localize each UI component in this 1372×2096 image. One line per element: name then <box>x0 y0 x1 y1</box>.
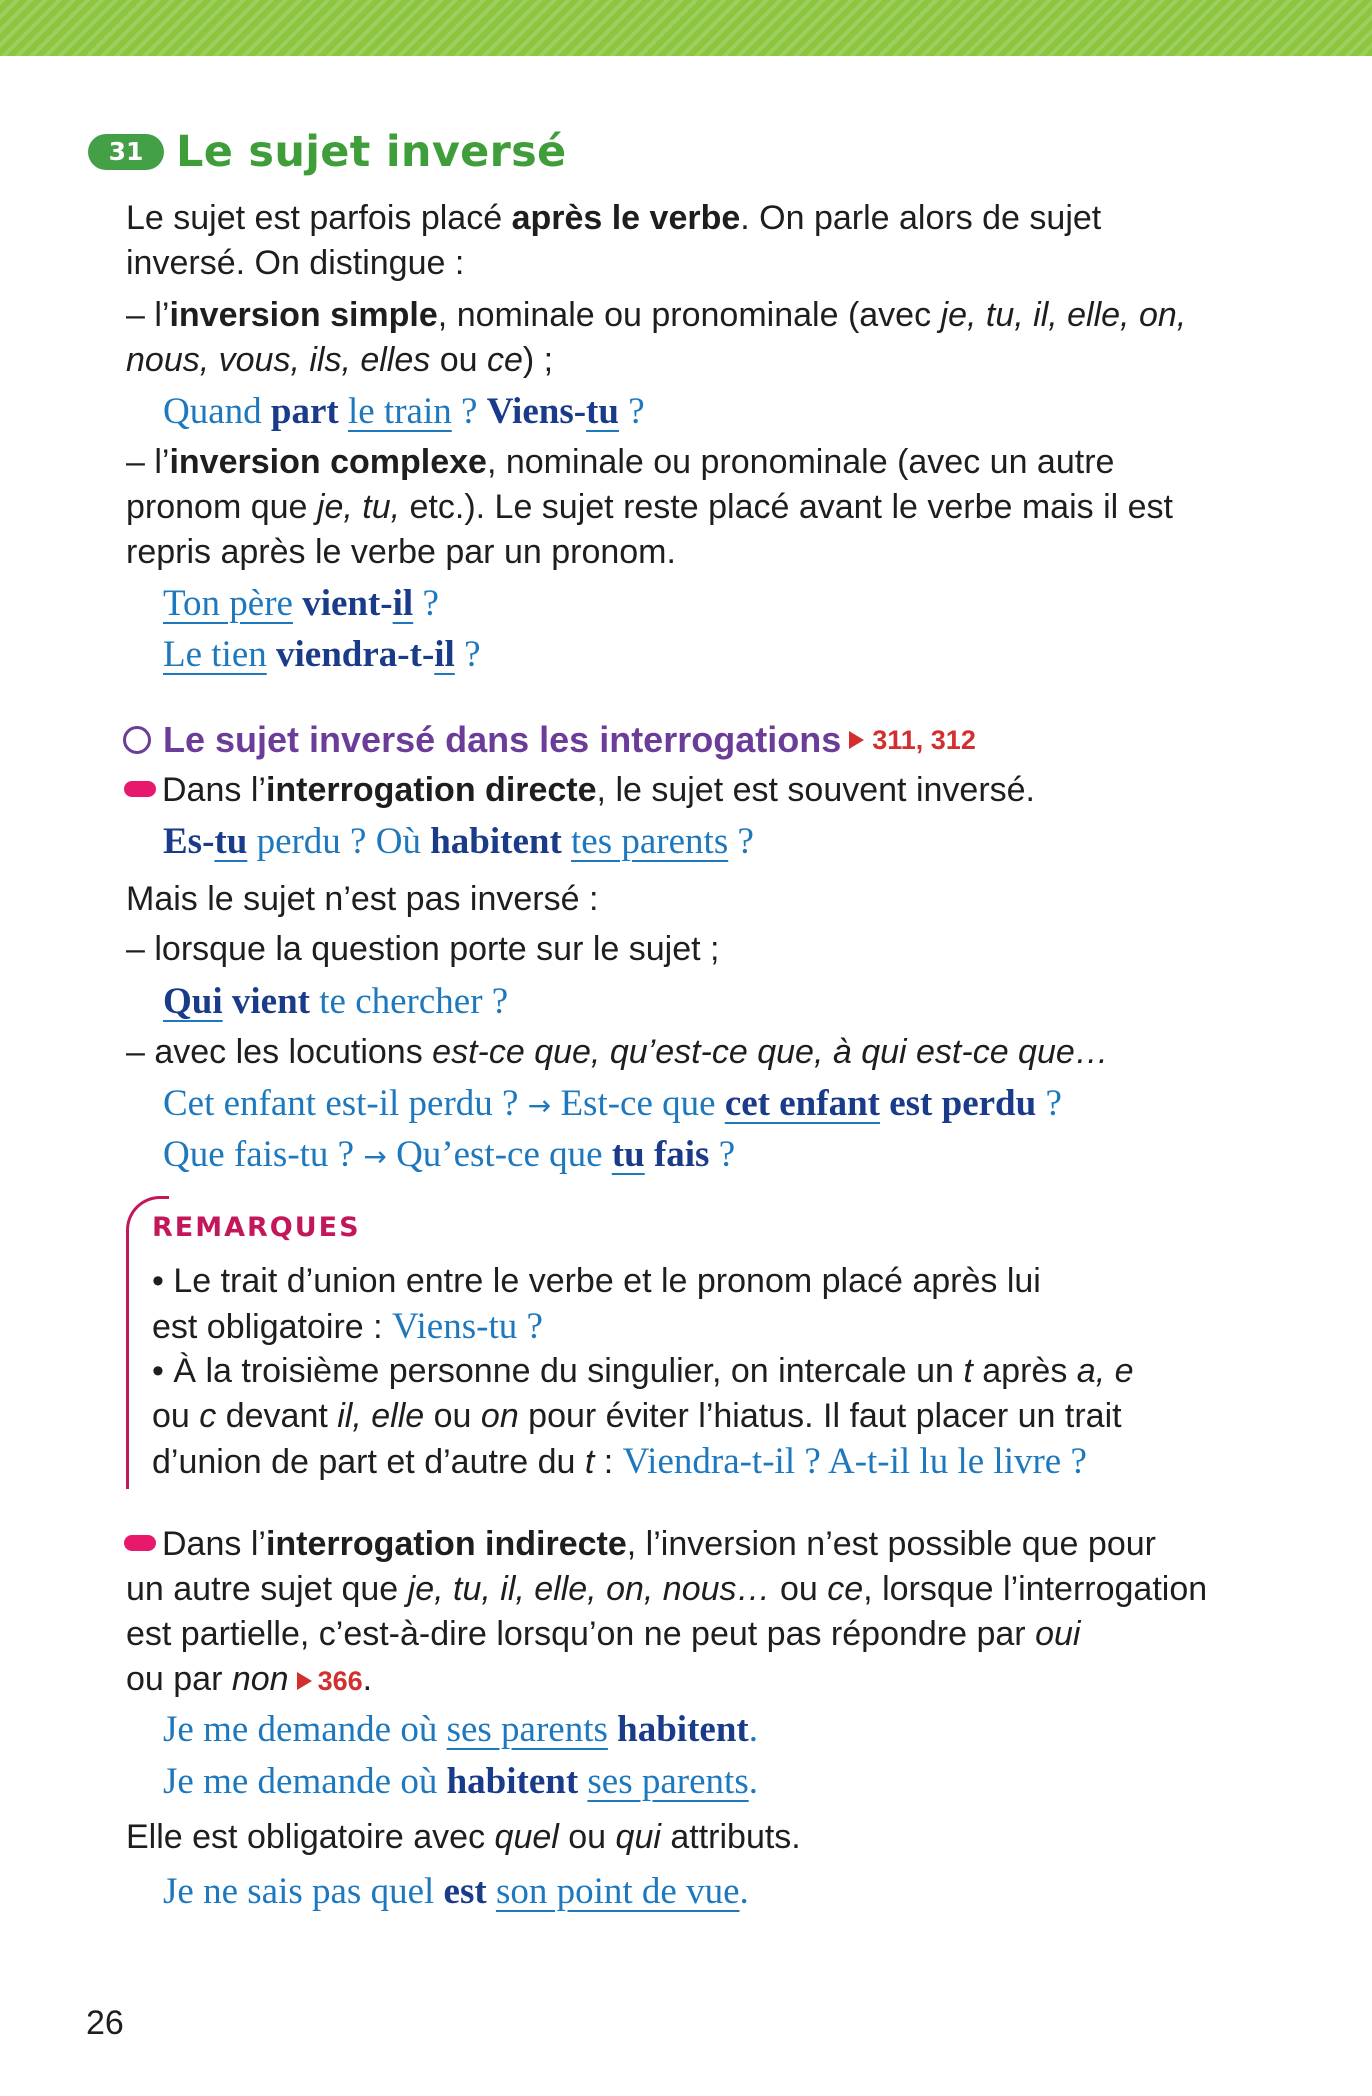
example-indirect-1: Je me demande où ses parents habitent. <box>163 1709 758 1750</box>
section-number-badge: 31 <box>88 134 164 170</box>
page-reference: 366 <box>317 1666 363 1696</box>
subsection-reference: 311, 312 <box>872 724 976 755</box>
remark-1-line-1: • Le trait d’union entre le verbe et le pronom placé après lui <box>152 1262 1041 1300</box>
example-quel: Je ne sais pas quel est son point de vue. <box>163 1871 749 1912</box>
not-inverted-case-2: – avec les locutions est-ce que, qu’est-ce que, à qui est-ce que… <box>126 1033 1109 1071</box>
not-inverted-intro: Mais le sujet n’est pas inversé : <box>126 880 599 918</box>
remark-2-line-2: ou c devant il, elle ou on pour éviter l’hiatus. Il faut placer un trait <box>152 1397 1122 1435</box>
indirect-interrogation-line-1: Dans l’interrogation indirecte, l’inversion n’est possible que pour <box>124 1522 1156 1567</box>
remarks-title: REMARQUES <box>152 1212 361 1243</box>
intro-line-2: inversé. On distingue : <box>126 244 465 282</box>
indirect-interrogation-line-3: est partielle, c’est-à-dire lorsqu’on ne peut pas répondre par oui <box>126 1615 1081 1653</box>
section-heading <box>88 120 566 184</box>
remark-2-line-1: • À la troisième personne du singulier, on intercale un t après a, e <box>152 1352 1134 1390</box>
section-title: Le sujet inversé <box>176 127 567 177</box>
subsection-heading <box>123 716 976 764</box>
complex-inversion-line-3: repris après le verbe par un pronom. <box>126 533 676 571</box>
page-number: 26 <box>86 2004 124 2042</box>
reference-arrow-icon <box>297 1672 312 1690</box>
direct-interrogation-text: Dans l’interrogation directe, le sujet est souvent inversé. <box>124 768 1035 813</box>
pill-bullet-icon <box>124 781 156 797</box>
intro-line-1: Le sujet est parfois placé après le verbe. On parle alors de sujet <box>126 199 1102 237</box>
obligatory-line: Elle est obligatoire avec quel ou qui attributs. <box>126 1818 801 1856</box>
arrow-right-icon: → <box>527 1089 552 1122</box>
arrow-right-icon: → <box>363 1140 387 1173</box>
simple-inversion-line-1: – l’inversion simple, nominale ou pronominale (avec je, tu, il, elle, on, <box>126 296 1187 334</box>
indirect-interrogation-line-2: un autre sujet que je, tu, il, elle, on, nous… ou ce, lorsque l’interrogation <box>126 1570 1208 1608</box>
complex-inversion-line-2: pronom que je, tu, etc.). Le sujet reste placé avant le verbe mais il est <box>126 488 1173 526</box>
reference-arrow-icon <box>849 731 864 749</box>
example-complex-2: Le tien viendra-t-il ? <box>163 634 481 675</box>
example-complex-1: Ton père vient-il ? <box>163 583 439 624</box>
example-que-fais-tu: Que fais-tu ? → Qu’est-ce que tu fais ? <box>163 1134 736 1175</box>
simple-inversion-line-2: nous, vous, ils, elles ou ce) ; <box>126 341 554 379</box>
subsection-title: Le sujet inversé dans les interrogations <box>163 719 842 760</box>
remark-1-line-2: est obligatoire : Viens-tu ? <box>152 1306 543 1347</box>
pill-bullet-icon <box>124 1535 156 1551</box>
example-cet-enfant: Cet enfant est-il perdu ? → Est-ce que cet enfant est perdu ? <box>163 1083 1062 1124</box>
remark-2-line-3: d’union de part et d’autre du t : Viendra-t-il ? A-t-il lu le livre ? <box>152 1441 1087 1482</box>
example-simple: Quand part le train ? Viens-tu ? <box>163 391 645 432</box>
circle-bullet-icon <box>123 726 151 754</box>
indirect-interrogation-line-4: ou par non 366. <box>126 1660 373 1698</box>
not-inverted-case-1: – lorsque la question porte sur le sujet ; <box>126 930 720 968</box>
example-indirect-2: Je me demande où habitent ses parents. <box>163 1761 758 1802</box>
complex-inversion-line-1: – l’inversion complexe, nominale ou pronominale (avec un autre <box>126 443 1115 481</box>
example-direct: Es-tu perdu ? Où habitent tes parents ? <box>163 821 754 862</box>
example-qui: Qui vient te chercher ? <box>163 981 509 1022</box>
